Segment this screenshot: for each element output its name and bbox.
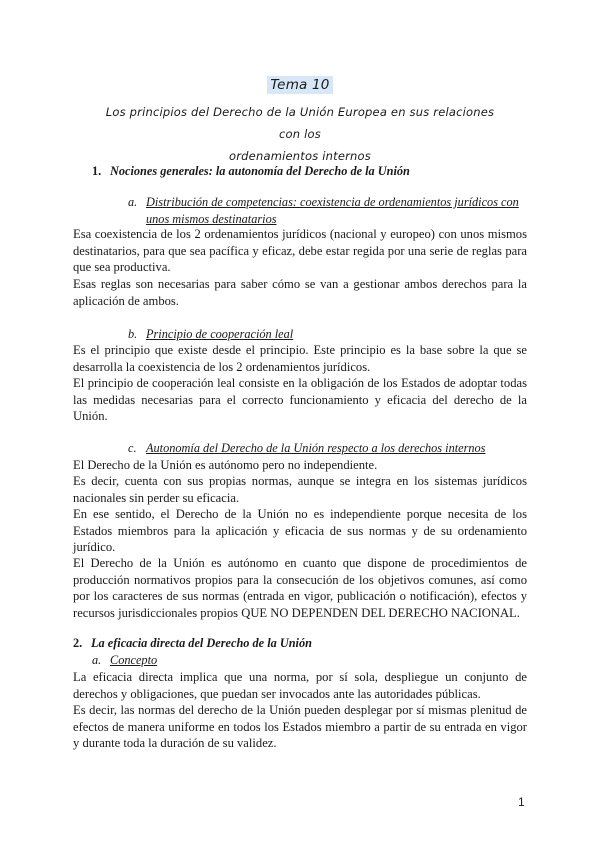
paragraph: Es el principio que existe desde el principio. Este principio es la base sobre la que se desarrolla la coexistencia de los 2 ordenamientos jurídicos. [73, 343, 527, 374]
paragraph: El principio de cooperación leal consiste en la obligación de los Estados de adoptar todas las medidas necesarias para el correcto funcionamiento y eficacia del derecho de la Unión. [73, 376, 527, 423]
section-2a-heading: a. Concepto [92, 653, 158, 667]
page-number: 1 [518, 795, 525, 809]
section-1b-heading: b. Principio de cooperación leal [128, 327, 294, 341]
section-1-heading: 1. Nociones generales: la autonomía del Derecho de la Unión [92, 164, 410, 178]
page-title: Tema 10 [0, 77, 600, 93]
paragraph: Es decir, las normas del derecho de la Unión pueden desplegar por sí mismas plenitud de efectos de manera uniforme en todos los Estados miembro a partir de su entrada en vigor y durante toda la duración de su validez. [73, 703, 527, 750]
section-2-heading: 2. La eficacia directa del Derecho de la Unión [73, 636, 312, 650]
section-1a-heading: a. Distribución de competencias: coexistencia de ordenamientos jurídicos con unos mismos destinatarios [128, 195, 519, 226]
paragraph: Esas reglas son necesarias para saber cómo se van a gestionar ambos derechos para la aplicación de ambos. [73, 277, 527, 308]
paragraph: Es decir, cuenta con sus propias normas, aunque se integra en los sistemas jurídicos nacionales sin perder su eficacia. [73, 474, 527, 505]
paragraph: El Derecho de la Unión es autónomo pero no independiente. [73, 458, 378, 472]
paragraph: La eficacia directa implica que una norma, por sí sola, despliegue un conjunto de derechos y obligaciones, que puedan ser invocados ante las autoridades públicas. [73, 670, 527, 701]
page-subtitle: Los principios del Derecho de la Unión Europea en sus relaciones con los ordenamientos internos [105, 105, 495, 163]
paragraph: En ese sentido, el Derecho de la Unión no es independiente porque necesita de los Estados miembros para la aplicación y eficacia de sus normas y de su ordenamiento jurídico. [73, 507, 527, 554]
section-1c-heading: c. Autonomía del Derecho de la Unión respecto a los derechos internos [128, 441, 486, 455]
paragraph: Esa coexistencia de los 2 ordenamientos jurídicos (nacional y europeo) con unos mismos destinatarios, para que sea pacífica y eficaz, debe estar regida por una serie de reglas para que sea productiva. [73, 227, 527, 274]
paragraph: El Derecho de la Unión es autónomo en cuanto que dispone de procedimientos de producción normativos propios para la consecución de los objetivos comunes, así como por los caracteres de sus normas (entrada en vigor, publicación o notificación), efectos y recursos jurisdiccionales propios QUE NO DEPENDEN DEL DERECHO NACIONAL. [73, 556, 527, 620]
